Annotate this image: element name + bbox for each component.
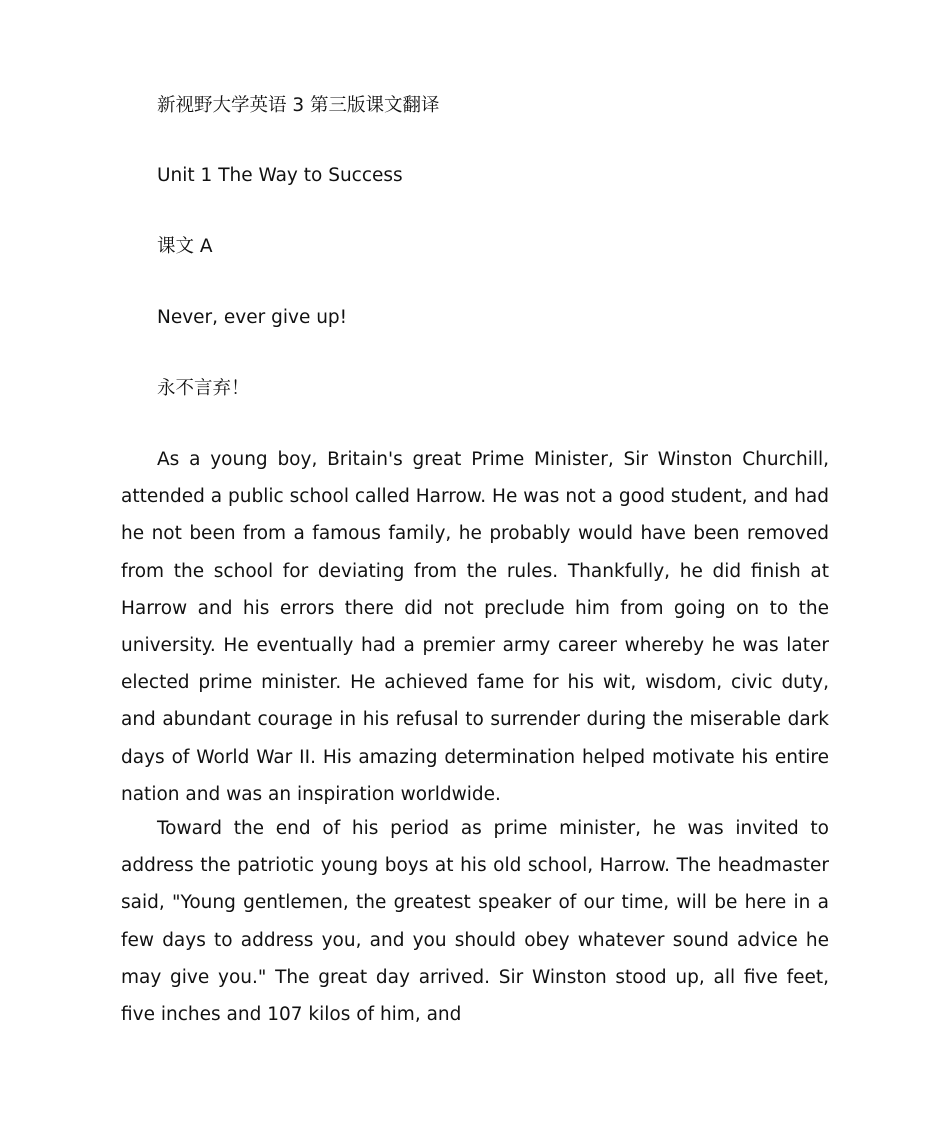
text-label: 课文 A: [157, 236, 213, 257]
body-paragraph-2: Toward the end of his period as prime minister, he was invited to address the patriotic young boys at his old school, Harrow. The headmaster said, "Young gentlemen, the greatest speaker of our time, will be here in a few days to address you, and you should obey whatever sound advice he may give you." The great day arrived. Sir Winston stood up, all five feet, five inches and 107 kilos of him, and: [121, 818, 829, 1026]
document-title: 新视野大学英语 3 第三版课文翻译: [157, 95, 440, 116]
subtitle-english: Never, ever give up!: [157, 307, 348, 328]
body-paragraph-1: As a young boy, Britain's great Prime Minister, Sir Winston Churchill, attended a public school called Harrow. He was not a good student, and had he not been from a famous family, he probably would have been removed from the school for deviating from the rules. Thankfully, he did finish at Harrow and his errors there did not preclude him from going on to the university. He eventually had a premier army career whereby he was later elected prime minister. He achieved fame for his wit, wisdom, civic duty, and abundant courage in his refusal to surrender during the miserable dark days of World War II. His amazing determination helped motivate his entire nation and was an inspiration worldwide.: [121, 449, 829, 805]
unit-heading: Unit 1 The Way to Success: [157, 165, 403, 186]
subtitle-chinese: 永不言弃！: [157, 378, 250, 399]
